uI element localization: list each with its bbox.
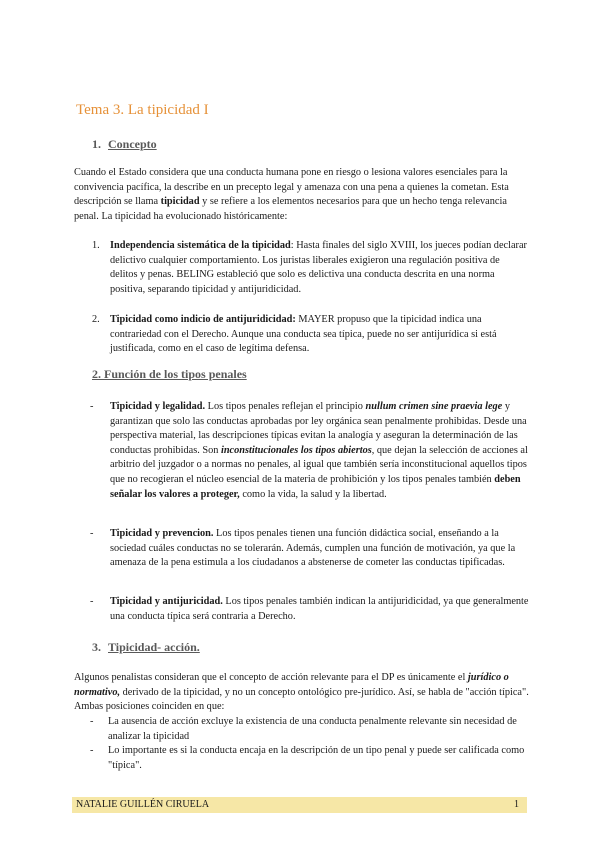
text-run: Algunos penalistas consideran que el concepto de acción relevante para el DP es únicamente el [74,672,468,683]
list-item-text: Lo importante es si la conducta encaja en la descripción de un tipo penal y puede ser calificada como "típica". [108,745,525,771]
list-item-title: Tipicidad y prevencion. [110,528,214,539]
text-run: Los tipos penales reflejan el principio [205,401,366,412]
text-run: y garantizan que solo las conductas aprobadas por ley orgánica sean penalmente prohibidas. Desde una perspectiva material, las descripciones típicas evitan la analogía y aseguran la determinación de las conductas prohibidas. Son [110,401,527,456]
section-number: 1. [92,137,101,151]
text-run: como la vida, la salud y la libertad. [239,488,387,500]
list-marker: 1. [92,240,100,251]
page-number: 1 [514,799,519,810]
list-item [90,595,530,624]
text-run: y se refiere a los elementos necesarios para que un hecho tenga relevancia penal. La tipicidad ha evolucionado históricamente: [74,196,507,222]
text-run-bold: tipicidad [160,196,200,208]
list-item-title: Tipicidad como indicio de antijuridicidad: [110,314,296,325]
page-footer [72,797,527,813]
accion-intro [74,671,532,715]
list-marker: - [90,745,94,756]
text-run: derivado de la tipicidad, y no un concepto ontológico pre-jurídico. Así, se habla de "acción típica". Ambas posiciones coinciden en que: [74,686,529,713]
list-item [90,400,530,502]
list-item [92,313,528,357]
footer-author: NATALIE GUILLÉN CIRUELA [76,799,210,810]
text-run-bold: inconstitucionales los tipos abiertos [220,444,372,456]
list-marker: - [90,716,94,727]
document-title: Tema 3. La tipicidad I [76,102,209,118]
list-item-title: Independencia sistemática de la tipicidad [110,240,291,251]
section-number: 2. Función de los tipos penales [92,367,247,381]
list-item-text: : Hasta finales del siglo XVIII, los jueces podían declarar delictivo cualquier comportamiento. Los juristas liberales exigieron una regulación positiva de delitos y penas. BELING estableció que solo es delictiva una conducta descrita en una norma positiva, separando tipicidad y antijuridicidad. [110,240,527,295]
section-label: Tipicidad- acción. [108,640,200,654]
section-label: Función de los tipos penales [104,367,247,381]
list-marker: - [90,401,94,412]
text-run-bold: jurídico o normativo, [74,672,509,698]
text-run: , que dejan la selección de acciones al arbitrio del juzgador o a normas no penales, al igual que también sería inconstitucional aquellos tipos que no recogieran el núcleo esencial de la materia de prohibición y los tipos penales también [110,444,528,485]
text-run: Cuando el Estado considera que una conducta humana pone en riesgo o lesiona valores esenciales para la convivencia pacífica, la describe en un precepto legal y amenaza con una pena a quienes la cometan. Esta descripción se llama [74,167,509,208]
list-item [92,239,528,297]
list-item [90,715,528,744]
section-number: 3. [92,640,101,654]
list-marker: 2. [92,314,100,325]
list-item [90,744,528,773]
list-item-text: MAYER propuso que la tipicidad indica una contrariedad con el Derecho. Aunque una conducta sea típica, puede no ser antijurídica si está justificada, como en el caso de legítima defensa. [110,314,497,355]
list-item-title: Tipicidad y legalidad. [110,401,206,412]
list-item-text: La ausencia de acción excluye la existencia de una conducta penalmente relevante sin necesidad de analizar la tipicidad [108,716,517,742]
list-item [90,527,530,571]
list-marker: - [90,596,94,607]
section-heading-accion [92,640,200,655]
list-item-text: Los tipos penales también indican la antijuridicidad, ya que generalmente una conducta típica será contraria a Derecho. [110,596,529,622]
section-label: Concepto [108,137,157,151]
section-heading-funcion [92,367,247,382]
list-marker: - [90,528,94,539]
text-run-bold: nullum crimen sine praevia lege [365,401,503,412]
concepto-intro [74,166,530,224]
list-item-text: Los tipos penales tienen una función didáctica social, enseñando a la sociedad cuáles conductas no se tolerarán. Además, cumplen una función de motivación, ya que la amenaza de la pena estimula a los ciudadanos a abstenerse de cometer las conductas tipificadas. [110,528,516,569]
list-item-title: Tipicidad y antijuricidad. [110,596,223,607]
section-heading-concepto [92,137,157,152]
text-run-bold: deben señalar los valores a proteger, [110,473,521,500]
